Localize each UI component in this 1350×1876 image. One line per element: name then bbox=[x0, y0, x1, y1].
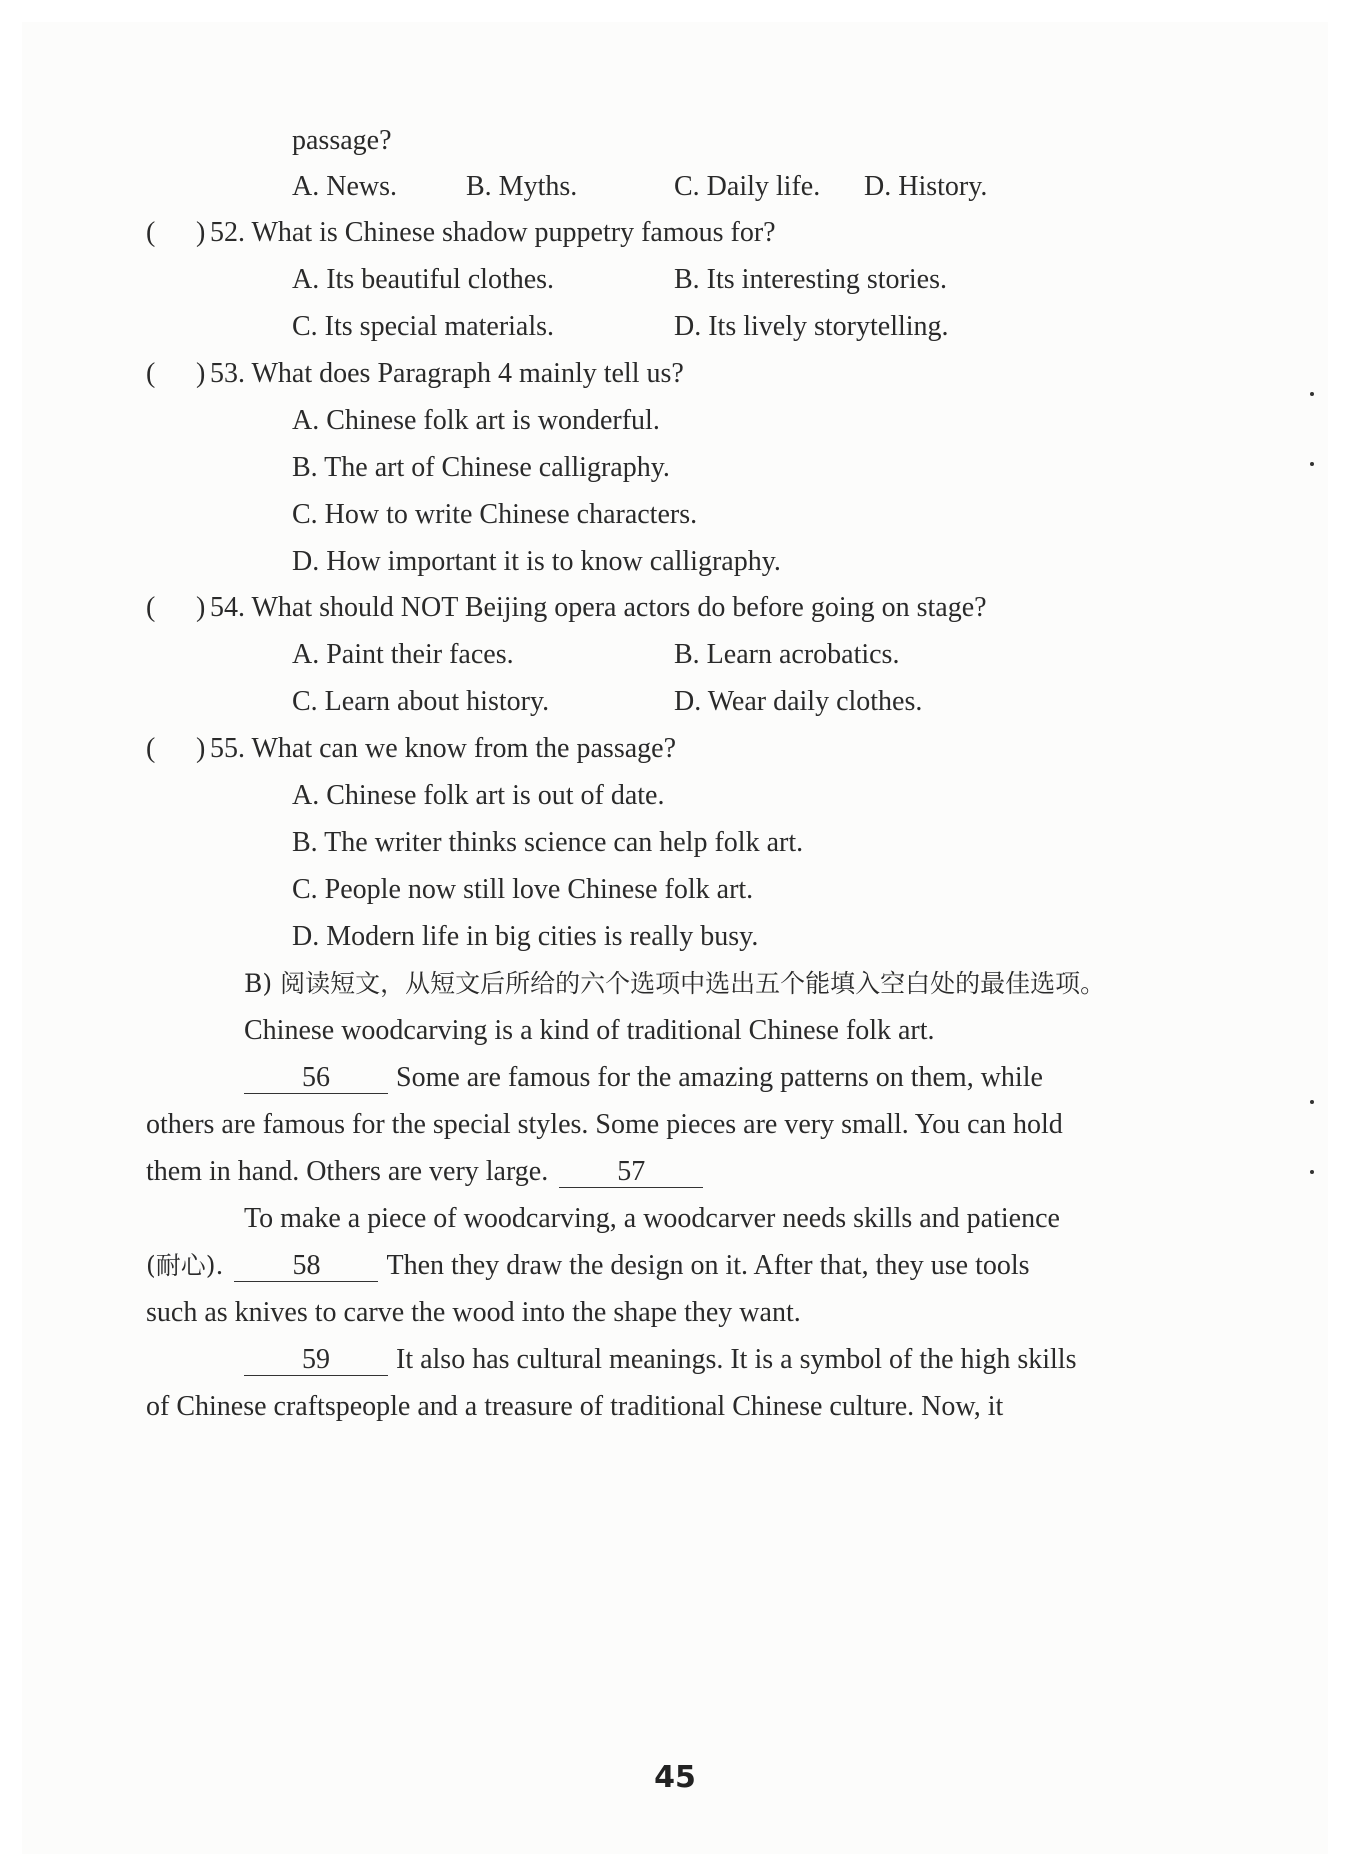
q55-option-a: A. Chinese folk art is out of date. bbox=[292, 780, 665, 811]
q53-answer-paren-close: ) bbox=[196, 358, 206, 389]
q52-option-b: B. Its interesting stories. bbox=[674, 264, 947, 295]
q52-answer-paren-close: ) bbox=[196, 217, 206, 248]
passage-p2-line3: such as knives to carve the wood into the shape they want. bbox=[146, 1297, 801, 1328]
q53-option-b: B. The art of Chinese calligraphy. bbox=[292, 452, 670, 483]
q52-stem: 52. What is Chinese shadow puppetry famous for? bbox=[210, 217, 776, 248]
scan-mark bbox=[1310, 1170, 1314, 1174]
page-number: 45 bbox=[654, 1760, 696, 1795]
q55-answer-paren-open[interactable]: ( bbox=[146, 733, 156, 764]
patience-gloss: (耐心). bbox=[146, 1251, 224, 1280]
scan-mark bbox=[1310, 462, 1314, 466]
q54-answer-paren-close: ) bbox=[196, 592, 206, 623]
q53-stem: 53. What does Paragraph 4 mainly tell us? bbox=[210, 358, 684, 389]
scan-mark bbox=[1310, 392, 1314, 396]
worksheet-page bbox=[22, 22, 1328, 1854]
scan-mark bbox=[1310, 1100, 1314, 1104]
passage-title-line: Chinese woodcarving is a kind of traditional Chinese folk art. bbox=[244, 1015, 935, 1046]
q51-option-d: D. History. bbox=[864, 171, 988, 202]
q54-stem: 54. What should NOT Beijing opera actors do before going on stage? bbox=[210, 592, 987, 623]
q53-option-d: D. How important it is to know calligraphy. bbox=[292, 546, 781, 577]
passage-p1-line3 bbox=[146, 1155, 711, 1189]
q55-option-b: B. The writer thinks science can help folk art. bbox=[292, 827, 804, 858]
section-b-instruction: B) 阅读短文，从短文后所给的六个选项中选出五个能填入空白处的最佳选项。 bbox=[244, 969, 1106, 998]
passage-p2-text2: Then they draw the design on it. After that, they use tools bbox=[386, 1250, 1030, 1281]
q54-option-c: C. Learn about history. bbox=[292, 686, 550, 717]
passage-p3-line1 bbox=[244, 1343, 1076, 1377]
q54-option-b: B. Learn acrobatics. bbox=[674, 639, 900, 670]
q54-option-d: D. Wear daily clothes. bbox=[674, 686, 923, 717]
q55-option-c: C. People now still love Chinese folk art. bbox=[292, 874, 754, 905]
passage-p1-text3: them in hand. Others are very large. bbox=[146, 1156, 549, 1187]
q55-answer-paren-close: ) bbox=[196, 733, 206, 764]
passage-p2-line2 bbox=[146, 1249, 1030, 1283]
q52-option-a: A. Its beautiful clothes. bbox=[292, 264, 555, 295]
q51-option-c: C. Daily life. bbox=[674, 171, 821, 202]
q53-answer-paren-open[interactable]: ( bbox=[146, 358, 156, 389]
passage-p2-line1: To make a piece of woodcarving, a woodcarver needs skills and patience bbox=[244, 1203, 1060, 1234]
blank-58[interactable]: 58 bbox=[234, 1251, 378, 1282]
q54-answer-paren-open[interactable]: ( bbox=[146, 592, 156, 623]
passage-p3-text1: It also has cultural meanings. It is a symbol of the high skills bbox=[396, 1344, 1077, 1375]
passage-p1-text1: Some are famous for the amazing patterns on them, while bbox=[396, 1062, 1043, 1093]
q51-stem-tail: passage? bbox=[292, 125, 392, 156]
blank-57[interactable]: 57 bbox=[559, 1157, 703, 1188]
q55-stem: 55. What can we know from the passage? bbox=[210, 733, 676, 764]
q51-option-a: A. News. bbox=[292, 171, 397, 202]
q51-option-b: B. Myths. bbox=[466, 171, 578, 202]
q54-option-a: A. Paint their faces. bbox=[292, 639, 514, 670]
passage-p3-line2: of Chinese craftspeople and a treasure of traditional Chinese culture. Now, it bbox=[146, 1391, 1004, 1422]
passage-p1-line2: others are famous for the special styles. Some pieces are very small. You can hold bbox=[146, 1109, 1063, 1140]
q52-option-c: C. Its special materials. bbox=[292, 311, 555, 342]
q53-option-c: C. How to write Chinese characters. bbox=[292, 499, 698, 530]
blank-56[interactable]: 56 bbox=[244, 1063, 388, 1094]
q52-answer-paren-open[interactable]: ( bbox=[146, 217, 156, 248]
passage-p1-line1 bbox=[244, 1061, 1043, 1095]
blank-59[interactable]: 59 bbox=[244, 1345, 388, 1376]
q55-option-d: D. Modern life in big cities is really busy. bbox=[292, 921, 759, 952]
q53-option-a: A. Chinese folk art is wonderful. bbox=[292, 405, 660, 436]
q52-option-d: D. Its lively storytelling. bbox=[674, 311, 949, 342]
